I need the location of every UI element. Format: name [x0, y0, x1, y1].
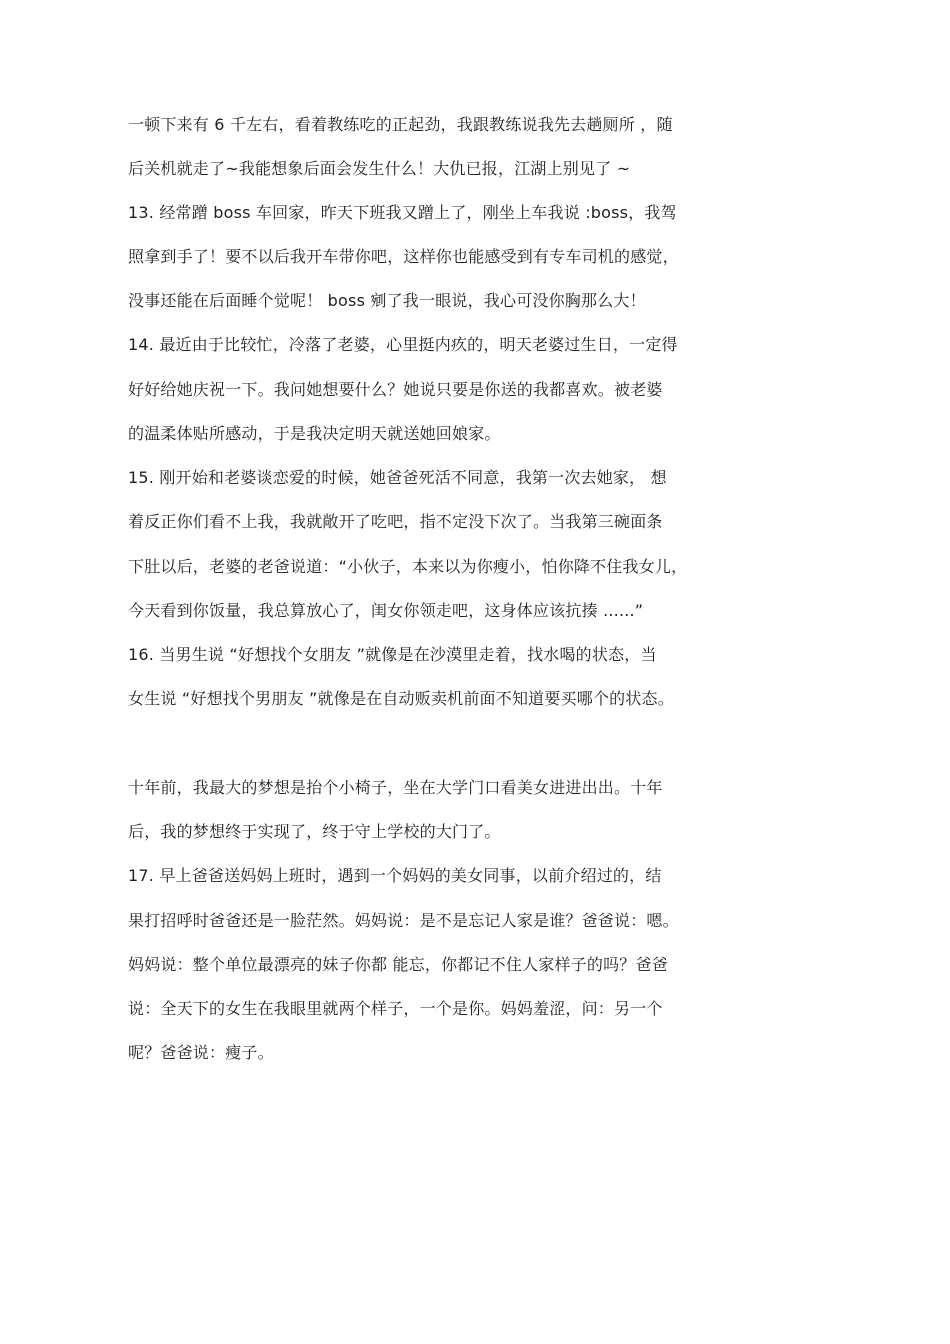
text-line: 女生说 “好想找个男朋友 ”就像是在自动贩卖机前面不知道要买哪个的状态。 — [128, 689, 674, 708]
text-line: 13. 经常蹭 boss 车回家，昨天下班我又蹭上了，刚坐上车我说 :boss，我驾 — [128, 203, 677, 222]
text-line: 17. 早上爸爸送妈妈上班时，遇到一个妈妈的美女同事，以前介绍过的，结 — [128, 866, 662, 885]
text-line: 今天看到你饭量，我总算放心了，闺女你领走吧，这身体应该抗揍 ......” — [128, 601, 644, 620]
text-line: 的温柔体贴所感动，于是我决定明天就送她回娘家。 — [128, 424, 501, 443]
text-line: 十年前，我最大的梦想是抬个小椅子，坐在大学门口看美女进进出出。十年 — [128, 778, 663, 797]
text-line: 果打招呼时爸爸还是一脸茫然。妈妈说：是不是忘记人家是谁？爸爸说：嗯。 — [128, 911, 679, 930]
text-line: 16. 当男生说 “好想找个女朋友 ”就像是在沙漠里走着，找水喝的状态，当 — [128, 645, 657, 664]
text-line: 说：全天下的女生在我眼里就两个样子，一个是你。妈妈羞涩，问：另一个 — [128, 999, 663, 1018]
text-line: 15. 刚开始和老婆谈恋爱的时候，她爸爸死活不同意，我第一次去她家， 想 — [128, 468, 667, 487]
text-line: 下肚以后，老婆的老爸说道：“小伙子，本来以为你瘦小，怕你降不住我女儿， — [128, 557, 688, 576]
text-line: 后关机就走了~我能想象后面会发生什么！大仇已报，江湖上别见了 ~ — [128, 159, 631, 178]
text-line: 着反正你们看不上我，我就敞开了吃吧，指不定没下次了。当我第三碗面条 — [128, 512, 663, 531]
text-line: 妈妈说：整个单位最漂亮的妹子你都 能忘，你都记不住人家样子的吗？爸爸 — [128, 955, 668, 974]
text-line: 一顿下来有 6 千左右，看着教练吃的正起劲，我跟教练说我先去趟厕所 ，随 — [128, 115, 673, 134]
text-line: 照拿到手了！要不以后我开车带你吧，这样你也能感受到有专车司机的感觉， — [128, 247, 679, 266]
text-line: 没事还能在后面睡个觉呢！ boss 剜了我一眼说，我心可没你胸那么大！ — [128, 291, 646, 310]
text-line: 后，我的梦想终于实现了，终于守上学校的大门了。 — [128, 822, 501, 841]
text-line: 呢？爸爸说：瘦子。 — [128, 1043, 274, 1062]
text-line: 14. 最近由于比较忙，冷落了老婆，心里挺内疚的，明天老婆过生日，一定得 — [128, 335, 678, 354]
text-line: 好好给她庆祝一下。我问她想要什么？她说只要是你送的我都喜欢。被老婆 — [128, 380, 663, 399]
